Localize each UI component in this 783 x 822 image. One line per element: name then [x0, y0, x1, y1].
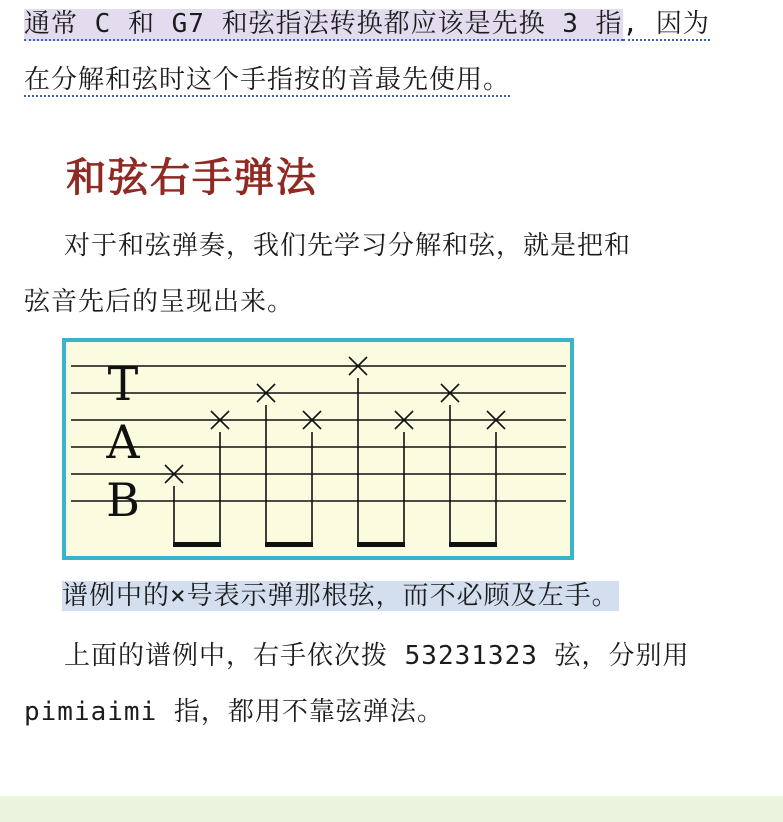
caption-text: 谱例中的×号表示弹那根弦，而不必顾及左手。: [62, 581, 619, 611]
tab-letters: [105, 357, 140, 527]
tab-letter-a: A: [106, 415, 140, 469]
tablature-svg: [66, 342, 570, 556]
tab-letter-t: T: [107, 357, 139, 411]
tab-letter-b: B: [106, 473, 140, 527]
beam-1: [173, 542, 221, 547]
paragraph2-line2: 弦音先后的呈现出来。: [24, 287, 295, 317]
paragraph1-line2-text: 在分解和弦时这个手指按的音最先使用。: [24, 65, 511, 95]
paragraph3-line2: pimiaimi 指，都用不靠弦弹法。: [24, 697, 444, 727]
beam-4: [449, 542, 497, 547]
paragraph1-line1-rest: , 因为: [622, 9, 710, 39]
tab-marks: [165, 357, 505, 547]
tablature-figure: [62, 338, 574, 560]
paragraph1-line1: [24, 6, 710, 42]
beam-2: [265, 542, 313, 547]
bottom-band: [0, 796, 783, 822]
paragraph1-line2: [24, 62, 510, 98]
section-heading: 和弦右手弹法: [66, 154, 318, 201]
caption-line: [62, 578, 619, 614]
beam-3: [357, 542, 405, 547]
tab-strings: [71, 366, 566, 501]
paragraph3-line1: 上面的谱例中，右手依次拨 53231323 弦，分别用: [64, 641, 690, 671]
highlighted-text: 通常 C 和 G7 和弦指法转换都应该是先换 3 指: [24, 9, 623, 39]
paragraph2-line1: 对于和弦弹奏，我们先学习分解和弦，就是把和: [64, 231, 632, 261]
